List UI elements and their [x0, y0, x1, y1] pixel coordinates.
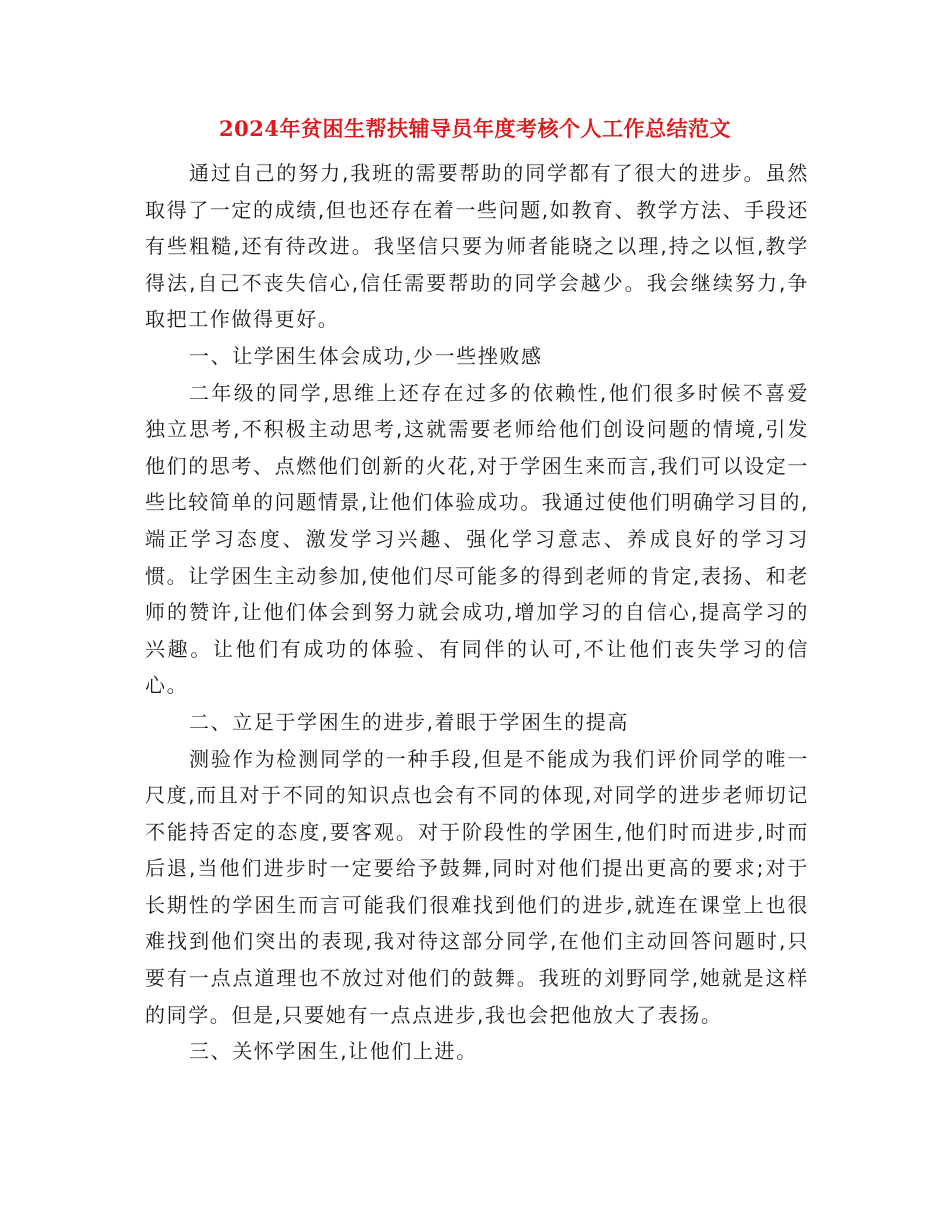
paragraph-section-1: 二年级的同学,思维上还存在过多的依赖性,他们很多时候不喜爱独立思考,不积极主动思考,这就需要老师给他们创设问题的情境,引发他们的思考、点燃他们创新的火花,对于学困生来而言,我们可以设定一些比较简单的问题情景,让他们体验成功。我通过使他们明确学习目的,端正学习态度、激发学习兴趣、强化学习意志、养成良好的学习习惯。让学困生主动参加,使他们尽可能多的得到老师的肯定,表扬、和老师的赞许,让他们体会到努力就会成功,增加学习的自信心,提高学习的兴趣。让他们有成功的体验、有同伴的认可,不让他们丧失学习的信心。 [145, 380, 809, 698]
section-heading-1: 一、让学困生体会成功,少一些挫败感 [189, 343, 543, 368]
paragraph-section-2: 测验作为检测同学的一种手段,但是不能成为我们评价同学的唯一尺度,而且对于不同的知识点也会有不同的体现,对同学的进步老师切记不能持否定的态度,要客观。对于阶段性的学困生,他们时而进步,时而后退,当他们进步时一定要给予鼓舞,同时对他们提出更高的要求;对于长期性的学困生而言可能我们很难找到他们的进步,就连在课堂上也很难找到他们突出的表现,我对待这部分同学,在他们主动回答问题时,只要有一点点道理也不放过对他们的鼓舞。我班的刘野同学,她就是这样的同学。但是,只要她有一点点进步,我也会把他放大了表扬。 [145, 746, 809, 1027]
document-body [145, 155, 809, 1070]
section-heading-2: 二、立足于学困生的进步,着眼于学困生的提高 [189, 709, 629, 734]
document-title: 2024年贫困生帮扶辅导员年度考核个人工作总结范文 [219, 116, 731, 141]
section-heading-3: 三、关怀学困生,让他们上进。 [189, 1039, 478, 1064]
paragraph-intro: 通过自己的努力,我班的需要帮助的同学都有了很大的进步。虽然取得了一定的成绩,但也还存在着一些问题,如教育、教学方法、手段还有些粗糙,还有待改进。我坚信只要为师者能晓之以理,持之以恒,教学得法,自己不丧失信心,信任需要帮助的同学会越少。我会继续努力,争取把工作做得更好。 [145, 161, 809, 332]
